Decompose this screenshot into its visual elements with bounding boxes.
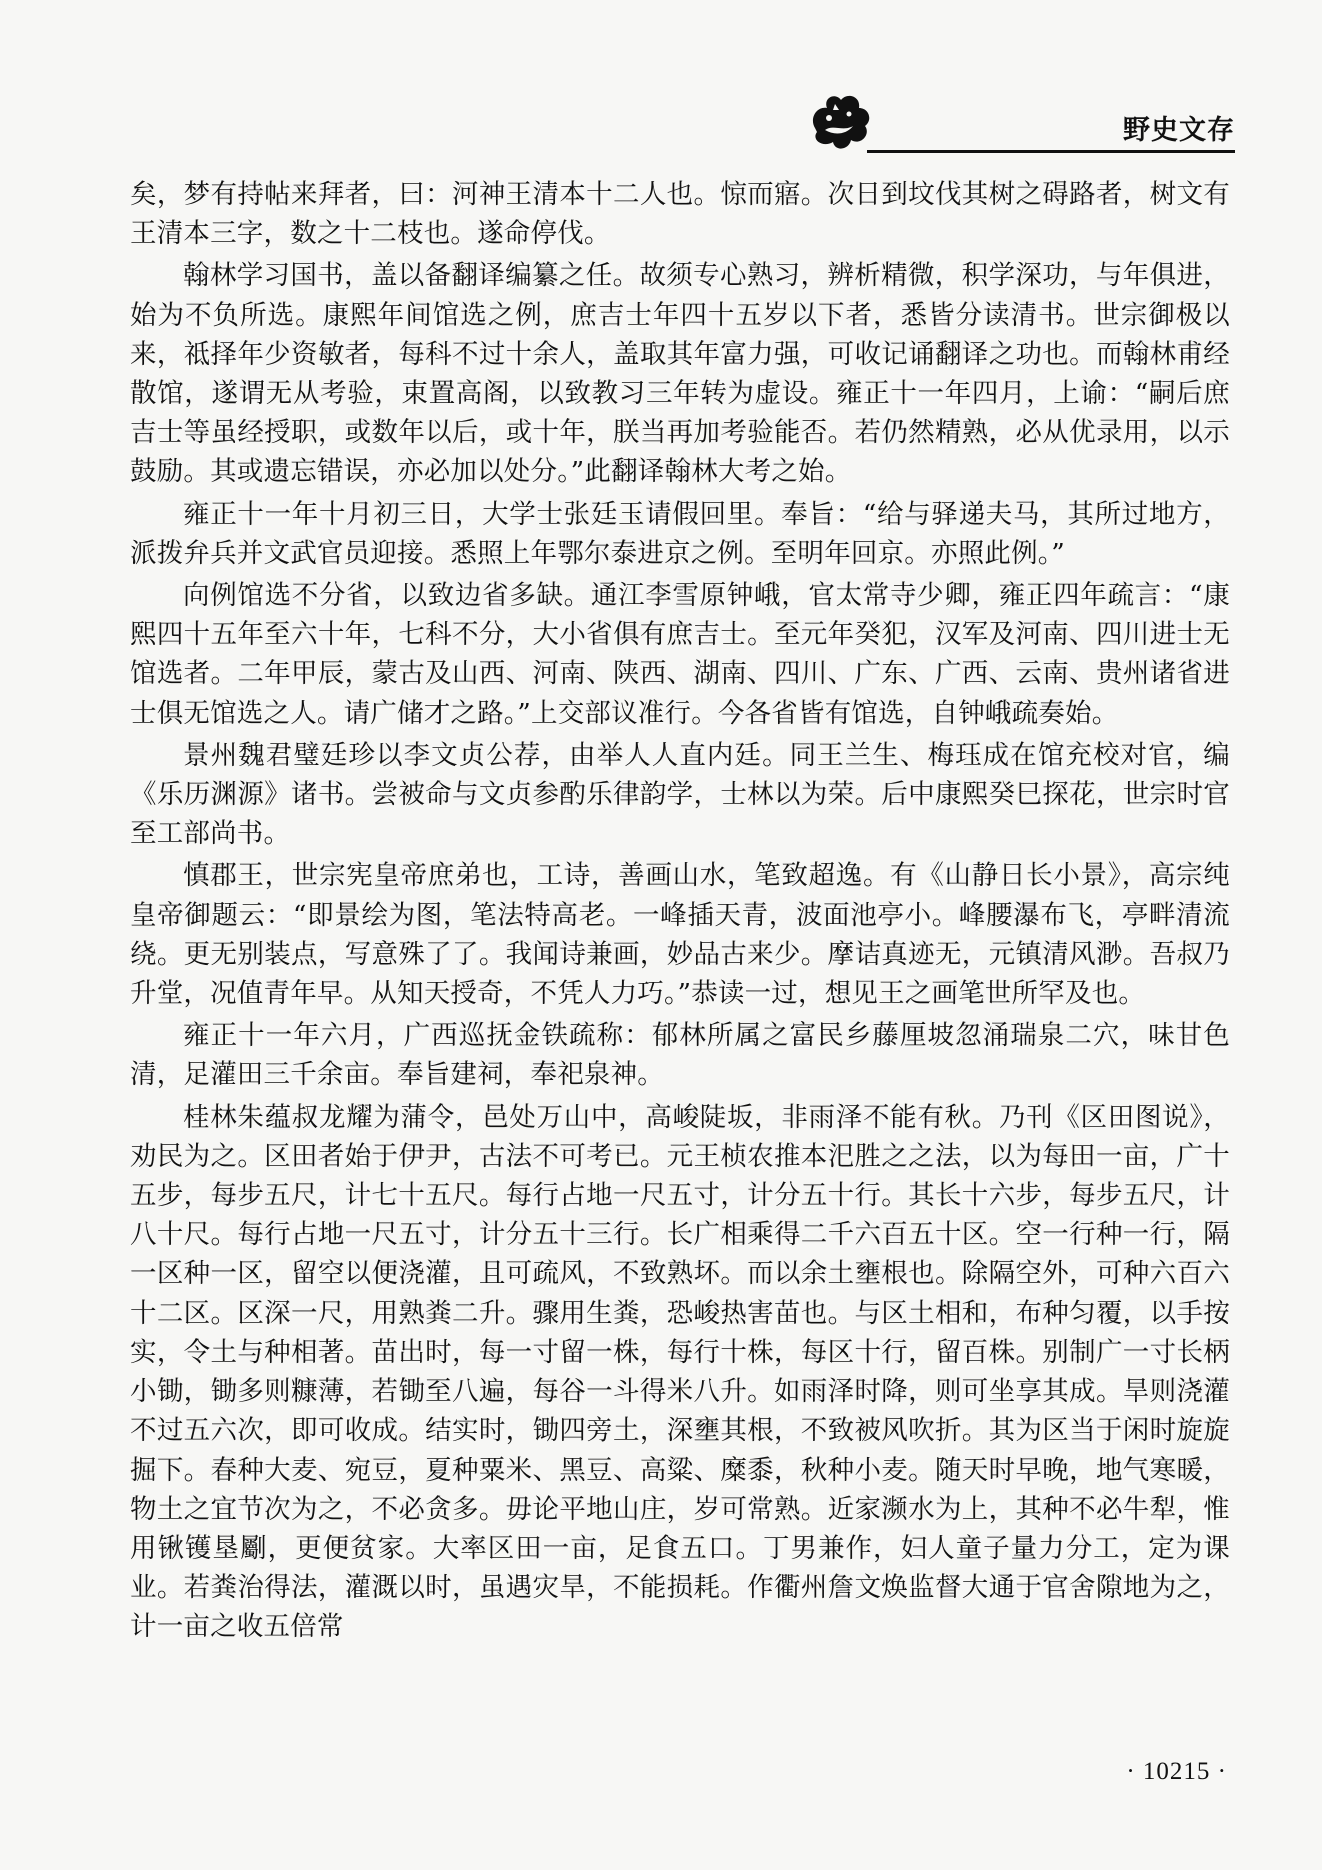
paragraph: 慎郡王，世宗宪皇帝庶弟也，工诗，善画山水，笔致超逸。有《山静日长小景》，高宗纯皇帝御题云：“即景绘为图，笔法特高老。一峰插天青，波面池亭小。峰腰瀑布飞，亭畔清流绕。更无别装点，写意殊了了。我闻诗兼画，妙品古来少。摩诘真迹无，元镇清风渺。吾叔乃升堂，况值青年早。从知天授奇，不凭人力巧。”恭读一过，想见王之画笔世所罕及也。 [130, 860, 1230, 1010]
paragraph: 雍正十一年六月，广西巡抚金铁疏称：郁林所属之富民乡藤厘坡忽涌瑞泉二穴，味甘色清，足灌田三千余亩。奉旨建祠，奉祀泉神。 [130, 1020, 1230, 1091]
book-title: 野史文存 [1123, 115, 1235, 146]
page-number: · 10215 · [1126, 1758, 1227, 1785]
body-text [130, 175, 1230, 1647]
paragraph: 翰林学习国书，盖以备翻译编纂之任。故须专心熟习，辨析精微，积学深功，与年俱进，始为不负所选。康熙年间馆选之例，庶吉士年四十五岁以下者，悉皆分读清书。世宗御极以来，祗择年少资敏者，每科不过十余人，盖取其年富力强，可收记诵翻译之功也。而翰林甫经散馆，遂谓无从考验，束置高阁，以致教习三年转为虚设。雍正十一年四月，上谕：“嗣后庶吉士等虽经授职，或数年以后，或十年，朕当再加考验能否。若仍然精熟，必从优录用，以示鼓励。其或遗忘错误，亦必加以处分。”此翻译翰林大考之始。 [130, 260, 1230, 488]
paragraph: 雍正十一年十月初三日，大学士张廷玉请假回里。奉旨：“给与驿递夫马，其所过地方，派拨弁兵并文武官员迎接。悉照上年鄂尔泰进京之例。至明年回京。亦照此例。” [130, 498, 1230, 569]
paragraph: 桂林朱蕴叔龙耀为蒲令，邑处万山中，高峻陡坂，非雨泽不能有秋。乃刊《区田图说》，劝民为之。区田者始于伊尹，古法不可考已。元王桢农推本汜胜之之法，以为每田一亩，广十五步，每步五尺，计七十五尺。每行占地一尺五寸，计分五十行。其长十六步，每步五尺，计八十尺。每行占地一尺五寸，计分五十三行。长广相乘得二千六百五十区。空一行种一行，隔一区种一区，留空以便浇灌，且可疏风，不致熟坏。而以余土壅根也。除隔空外，可种六百六十二区。区深一尺，用熟粪二升。骤用生粪，恐峻热害苗也。与区土相和，布种匀覆，以手按实，令土与种相著。苗出时，每一寸留一株，每行十株，每区十行，留百株。别制广一寸长柄小锄，锄多则糠薄，若锄至八遍，每谷一斗得米八升。如雨泽时降，则可坐享其成。旱则浇灌不过五六次，即可收成。结实时，锄四旁土，深壅其根，不致被风吹折。其为区当于闲时旋旋掘下。春种大麦、宛豆，夏种粟米、黑豆、高粱、糜黍，秋种小麦。随天时早晚，地气寒暖，物土之宜节次为之，不必贪多。毋论平地山庄，岁可常熟。近家濒水为上，其种不必牛犁，惟用锹镬垦劚，更便贫家。大率区田一亩，足食五口。丁男兼作，妇人童子量力分工，定为课业。若粪治得法，灌溉以时，虽遇灾旱，不能损耗。作衢州詹文焕监督大通于官舍隙地为之，计一亩之收五倍常 [130, 1101, 1230, 1643]
paragraph: 矣，梦有持帖来拜者，曰：河神王清本十二人也。惊而寤。次日到坟伐其树之碍路者，树文有王清本三字，数之十二枝也。遂命停伐。 [130, 179, 1230, 250]
dragon-logo-icon [805, 88, 875, 158]
paragraph: 景州魏君璧廷珍以李文贞公荐，由举人人直内廷。同王兰生、梅珏成在馆充校对官，编《乐历渊源》诸书。尝被命与文贞参酌乐律韵学，士林以为荣。后中康熙癸巳探花，世宗时官至工部尚书。 [130, 739, 1230, 850]
header-rule [867, 150, 1235, 153]
paragraph: 向例馆选不分省，以致边省多缺。通江李雪原钟峨，官太常寺少卿，雍正四年疏言：“康熙四十五年至六十年，七科不分，大小省俱有庶吉士。至元年癸犯，汉军及河南、四川进士无馆选者。二年甲辰，蒙古及山西、河南、陕西、湖南、四川、广东、广西、云南、贵州诸省进士俱无馆选之人。请广储才之路。”上交部议准行。今各省皆有馆选，自钟峨疏奏始。 [130, 580, 1230, 729]
running-header [805, 88, 1235, 158]
